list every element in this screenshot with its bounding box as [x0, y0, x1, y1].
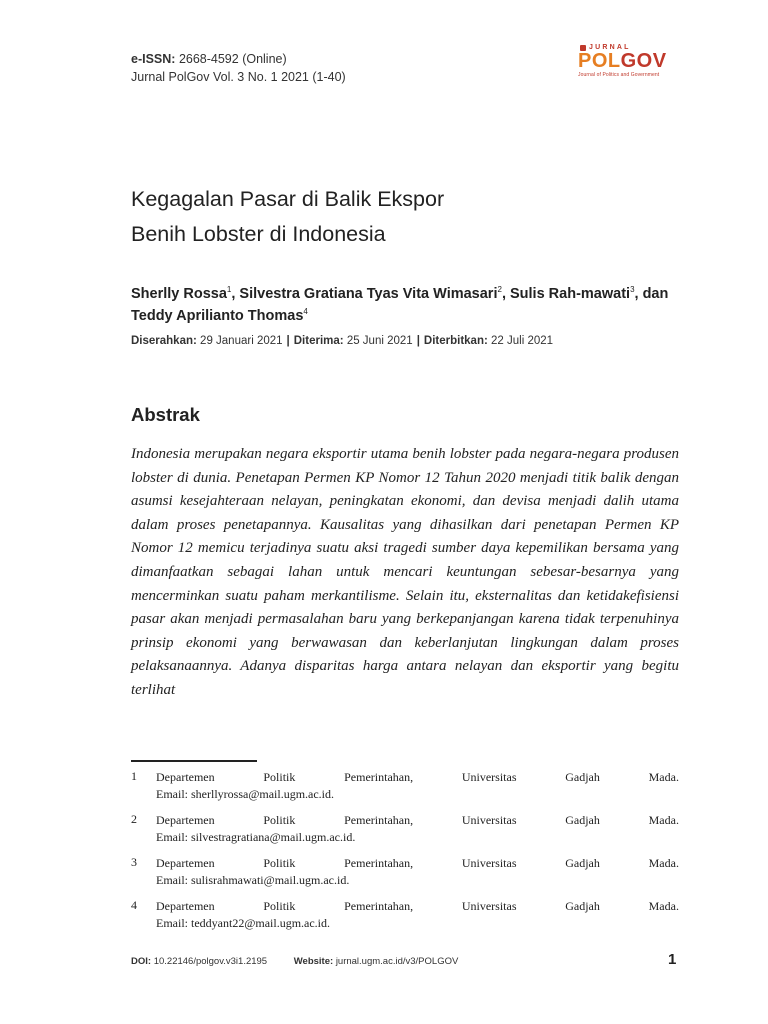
page-number: 1	[668, 951, 677, 968]
footnotes	[131, 768, 679, 940]
footnote-number: 3	[131, 855, 137, 869]
footnote-email: Email: silvestragratiana@mail.ugm.ac.id.	[156, 830, 356, 844]
footnote	[131, 768, 679, 803]
footnote-word: Politik	[263, 856, 296, 870]
footnote-word: Mada.	[648, 856, 679, 870]
author-1: Sherlly Rossa	[131, 286, 227, 302]
polgov-logo	[578, 44, 678, 78]
footnote-word: Politik	[263, 813, 296, 827]
footnote-word: Gadjah	[565, 899, 600, 913]
footnote-email: Email: teddyant22@mail.ugm.ac.id.	[156, 916, 331, 930]
footnote	[131, 854, 679, 889]
author-3-sup: 3	[630, 285, 635, 295]
footnote-word: Departemen	[156, 770, 215, 784]
footnote-word: Pemerintahan,	[344, 899, 414, 913]
accepted-date: 25 Juni 2021	[346, 335, 413, 347]
accepted-label: Diterima:	[293, 335, 344, 347]
author-4-sup: 4	[303, 307, 308, 317]
eissn-value: 2668-4592 (Online)	[178, 52, 287, 66]
logo-jurnal-text: JURNAL	[589, 44, 631, 51]
footnote-word: Gadjah	[565, 770, 600, 784]
footnote-word: Gadjah	[565, 856, 600, 870]
footnote	[131, 811, 679, 846]
footnote-word: Gadjah	[565, 813, 600, 827]
footnote-word: Universitas	[461, 899, 517, 913]
footnote-word: Universitas	[461, 813, 517, 827]
footnote-email: Email: sulisrahmawati@mail.ugm.ac.id.	[156, 873, 350, 887]
footnote-email: Email: sherllyrossa@mail.ugm.ac.id.	[156, 787, 335, 801]
footnote-word: Universitas	[461, 770, 517, 784]
footnote-word: Departemen	[156, 813, 215, 827]
author-4: , dan Teddy Aprilianto Thomas	[131, 286, 669, 324]
footnote-word: Pemerintahan,	[344, 770, 414, 784]
author-list	[131, 283, 686, 327]
website-link[interactable]: jurnal.ugm.ac.id/v3/POLGOV	[335, 956, 459, 967]
footnote-word: Mada.	[648, 770, 679, 784]
website-label: Website:	[293, 956, 334, 967]
journal-meta	[131, 50, 346, 86]
author-2: , Silvestra Gratiana Tyas Vita Wimasari	[231, 286, 498, 302]
footnote-number: 1	[131, 769, 137, 783]
article-title	[131, 182, 691, 252]
footnote-word: Universitas	[461, 856, 517, 870]
footnote-word: Mada.	[648, 813, 679, 827]
page-footer	[131, 956, 458, 967]
footnote-word: Pemerintahan,	[344, 813, 414, 827]
footnote-word: Pemerintahan,	[344, 856, 414, 870]
submitted-label: Diserahkan:	[131, 335, 197, 347]
footnote-number: 4	[131, 898, 137, 912]
author-1-sup: 1	[226, 285, 232, 295]
abstract-heading: Abstrak	[131, 404, 200, 425]
footnote	[131, 897, 679, 932]
footnote-number: 2	[131, 812, 137, 826]
date-separator: |	[286, 335, 290, 347]
journal-line: Jurnal PolGov Vol. 3 No. 1 2021 (1-40)	[131, 70, 346, 84]
footnote-word: Departemen	[156, 856, 215, 870]
submitted-date: 29 Januari 2021	[200, 335, 283, 347]
date-separator: |	[416, 335, 420, 347]
abstract-text: Indonesia merupakan negara eksportir utama benih lobster pada negara-negara produsen lobster di dunia. Penetapan Permen KP Nomor 12 Tahun 2020 menjadi titik balik dengan asumsi kesejahteraan nelayan, peningkatan ekonomi, dan devisa menjadi dalih utama dalam proses penetapannya. Kausalitas yang dihasilkan dari penetapan Permen KP Nomor 12 memicu terjadinya suatu aksi tragedi sumber daya kepemilikan bersama yang dimanfaatkan sebagai lahan untuk mencari keuntungan sebesar-besarnya yang mencerminkan suatu paham merkantilisme. Selain itu, eksternalitas dan ketidakefisiensi pasar akan menjadi permasalahan baru yang berkepanjangan karena tidak terpenuhinya prinsip ekonomi yang berwawasan dan keberlanjutan lingkungan dalam proses pelaksanaannya. Adanya disparitas harga antara nelayan dan eksportir yang begitu terlihat	[131, 446, 679, 698]
doi-link[interactable]: 10.22146/polgov.v3i1.2195	[153, 956, 268, 967]
footnote-word: Politik	[263, 770, 296, 784]
logo-pol-text: POL	[578, 50, 621, 72]
author-3: , Sulis Rah-mawati	[501, 286, 631, 302]
logo-subtitle: Journal of Politics and Government	[578, 72, 660, 78]
doi-label: DOI:	[131, 956, 152, 967]
footnote-word: Departemen	[156, 899, 215, 913]
title-line-2: Benih Lobster di Indonesia	[131, 222, 386, 246]
author-2-sup: 2	[497, 285, 502, 295]
published-date: 22 Juli 2021	[491, 335, 554, 347]
published-label: Diterbitkan:	[423, 335, 488, 347]
eissn-label: e-ISSN:	[131, 52, 176, 66]
footnote-word: Mada.	[648, 899, 679, 913]
article-dates	[131, 335, 553, 347]
footnote-word: Politik	[263, 899, 296, 913]
title-line-1: Kegagalan Pasar di Balik Ekspor	[131, 187, 445, 211]
logo-gov-text: GOV	[620, 50, 667, 72]
footnote-divider	[131, 760, 257, 762]
